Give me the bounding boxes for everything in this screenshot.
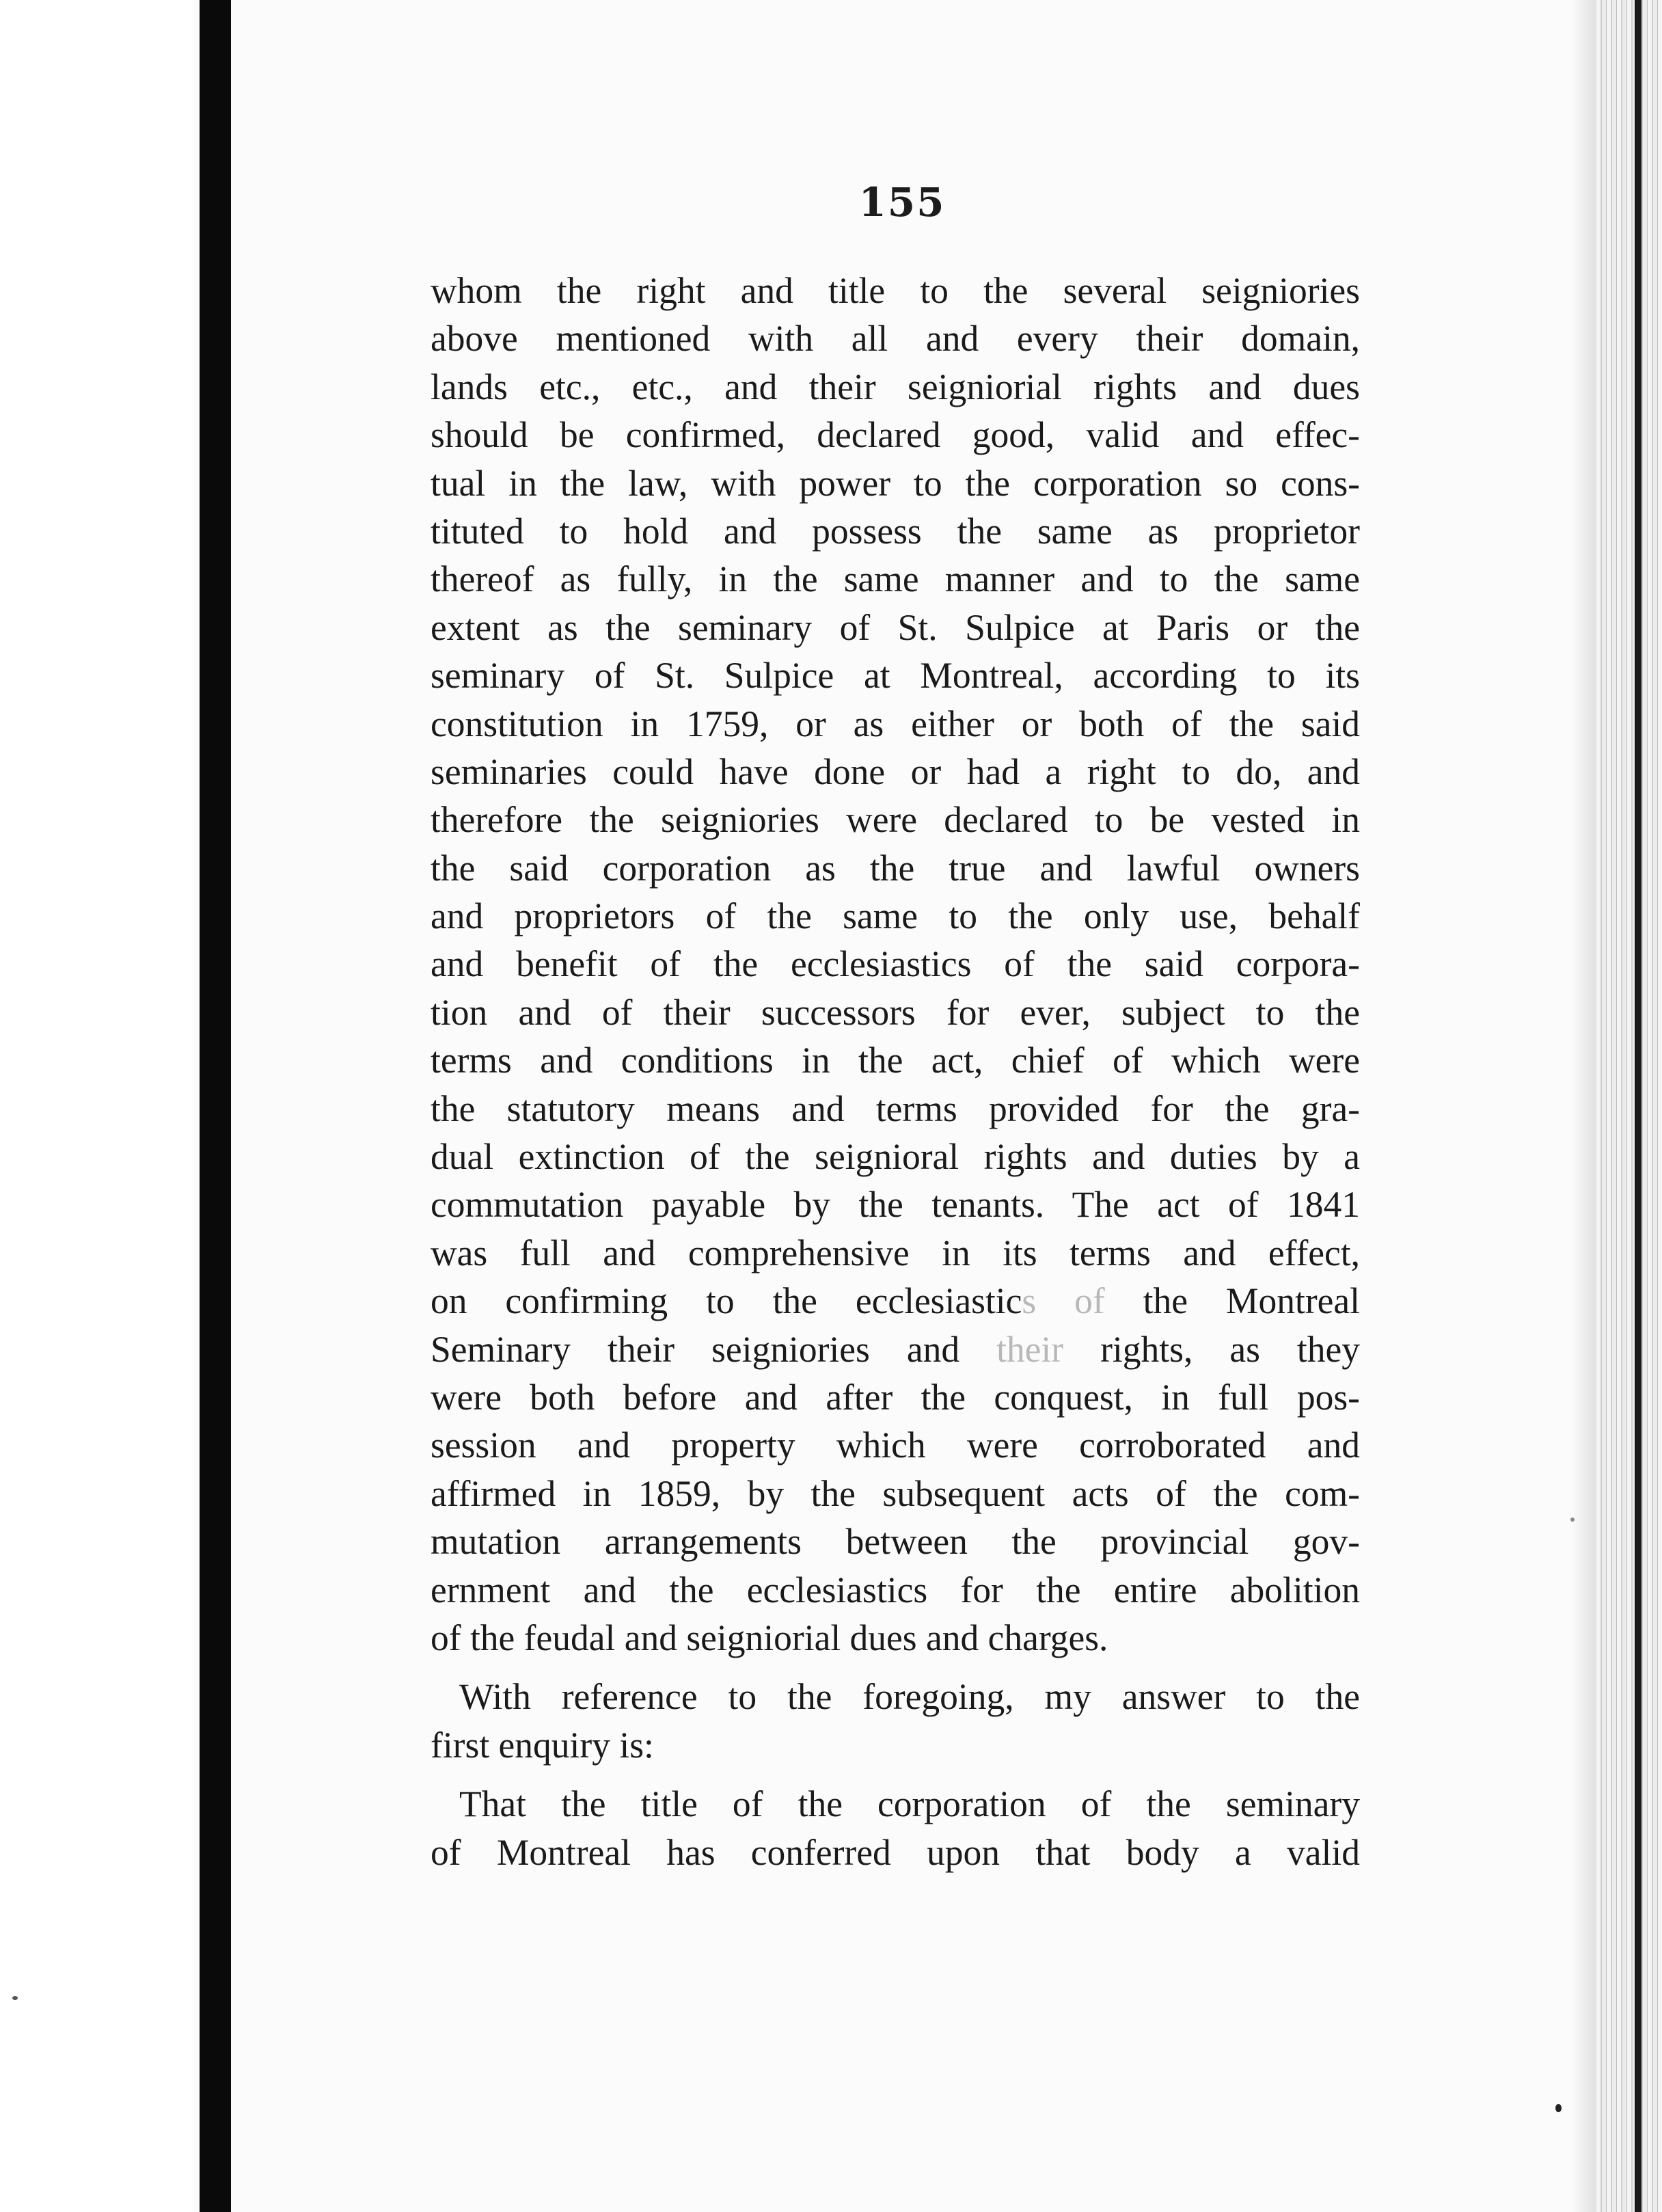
- text-line: of Montreal has conferred upon that body a valid: [431, 1831, 1360, 1873]
- text-line: affirmed in 1859, by the subsequent acts of the com-: [431, 1472, 1360, 1514]
- text-line: [431, 1277, 1360, 1325]
- text-line: therefore the seigniories were declared to be vested in: [431, 799, 1360, 841]
- text-line: lands etc., etc., and their seigniorial rights and dues: [431, 366, 1360, 407]
- text-line: tual in the law, with power to the corporation so cons-: [431, 462, 1360, 504]
- text-line: [431, 1325, 1360, 1373]
- text-line: and benefit of the ecclesiastics of the said corpora-: [431, 943, 1360, 985]
- text-line: terms and conditions in the act, chief of which were: [431, 1040, 1360, 1081]
- left-margin: [0, 0, 193, 2212]
- page-edge-stack: [1596, 0, 1662, 2212]
- text-line: were both before and after the conquest, in full pos-: [431, 1376, 1360, 1418]
- scan-speck: [1555, 2104, 1562, 2112]
- text-line: first enquiry is:: [431, 1724, 654, 1766]
- text-line: seminaries could have done or had a right to do, and: [431, 751, 1360, 792]
- text-line: and proprietors of the same to the only use, behalf: [431, 895, 1360, 937]
- scan-speck: [12, 1996, 18, 2000]
- text-line: whom the right and title to the several seigniories: [431, 270, 1360, 311]
- text-line: dual extinction of the seignioral rights and duties by a: [431, 1136, 1360, 1178]
- text-line: extent as the seminary of St. Sulpice at Paris or the: [431, 606, 1360, 648]
- faded-text: s of: [1022, 1280, 1105, 1322]
- text-line: seminary of St. Sulpice at Montreal, according to its: [431, 655, 1360, 697]
- text-line: above mentioned with all and every their domain,: [431, 318, 1360, 360]
- text-fragment: rights, as they: [1063, 1328, 1360, 1370]
- text-line: mutation arrangements between the provincial gov-: [431, 1521, 1360, 1563]
- text-line: of the feudal and seigniorial dues and charges.: [431, 1617, 1108, 1658]
- text-fragment: Seminary their seigniories and: [431, 1328, 997, 1370]
- text-line: ernment and the ecclesiastics for the entire abolition: [431, 1569, 1360, 1610]
- text-line: With reference to the foregoing, my answer to the: [459, 1676, 1360, 1718]
- scan-speck: [1570, 1518, 1575, 1522]
- binding-edge: [200, 0, 231, 2212]
- page-edge-shadow: [1572, 0, 1599, 2212]
- paragraph-gap: [431, 1769, 1360, 1780]
- text-line: session and property which were corroborated and: [431, 1425, 1360, 1466]
- text-line: commutation payable by the tenants. The act of 1841: [431, 1184, 1360, 1226]
- text-fragment: the Montreal: [1104, 1280, 1361, 1322]
- text-fragment: on confirming to the ecclesiastic: [431, 1280, 1022, 1322]
- page-number: 155: [858, 179, 946, 226]
- paragraph-gap: [431, 1662, 1360, 1673]
- text-line: the statutory means and terms provided for the gra-: [431, 1088, 1360, 1129]
- text-line: That the title of the corporation of the seminary: [459, 1783, 1360, 1825]
- text-line: tituted to hold and possess the same as proprietor: [431, 510, 1360, 552]
- faded-text: their: [996, 1328, 1064, 1370]
- text-line: tion and of their successors for ever, subject to the: [431, 991, 1360, 1033]
- body-text: [431, 267, 1360, 1876]
- text-line: constitution in 1759, or as either or both of the said: [431, 703, 1360, 744]
- page-edge-dark: [1635, 0, 1641, 2212]
- text-line: thereof as fully, in the same manner and to the same: [431, 558, 1360, 600]
- text-line: the said corporation as the true and lawful owners: [431, 847, 1360, 889]
- text-line: was full and comprehensive in its terms and effect,: [431, 1232, 1360, 1273]
- text-line: should be confirmed, declared good, valid and effec-: [431, 414, 1360, 456]
